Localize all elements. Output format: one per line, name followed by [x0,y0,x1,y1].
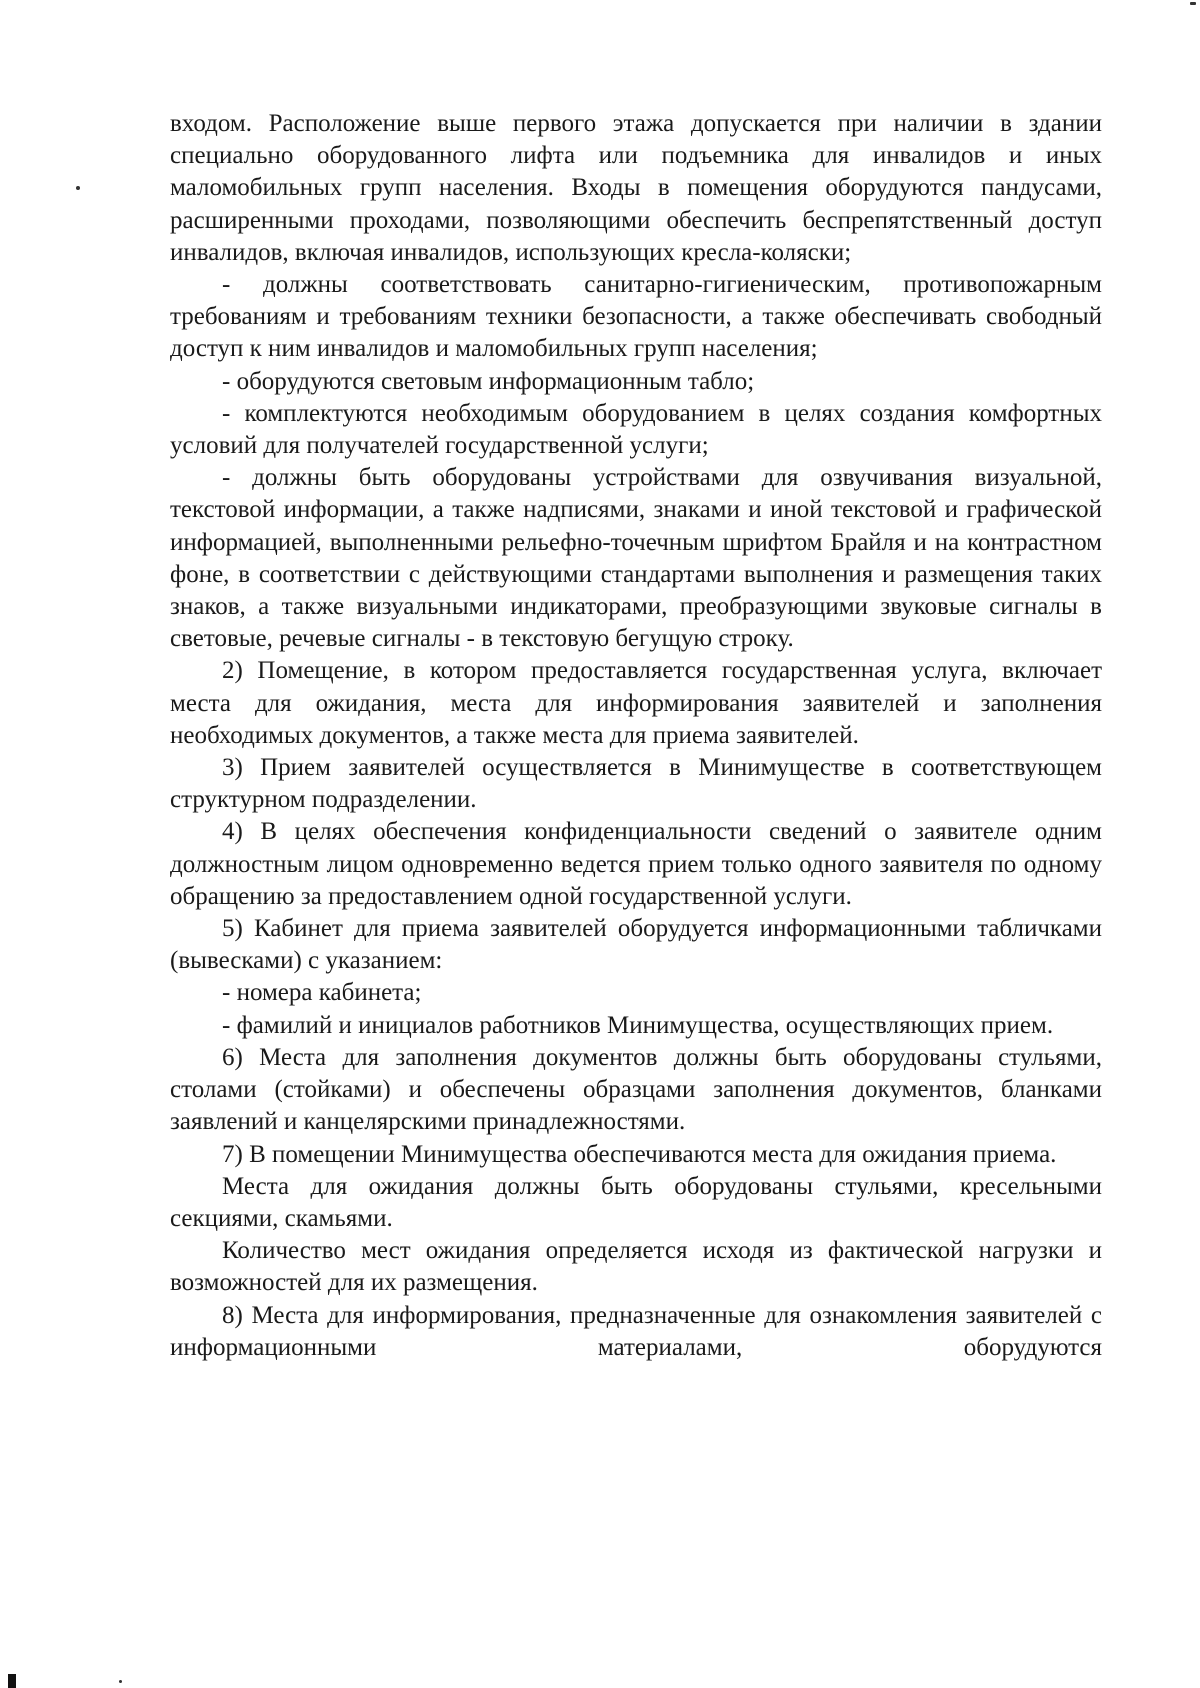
paragraph-staff-names: - фамилий и инициалов работников Минимущества, осуществляющих прием. [222,1011,1054,1039]
scan-speck [1190,2,1196,5]
paragraph-waiting-seats: Места для ожидания должны быть оборудованы стульями, кресельными секциями, скамьями. [170,1172,1102,1232]
paragraph-item-6: 6) Места для заполнения документов должны быть оборудованы стульями, столами (стойками) и обеспечены образцами заполнения документов, бланками заявлений и канцелярскими принадлежностями. [170,1043,1102,1136]
paragraph-sanitary-requirements: - должны соответствовать санитарно-гигиеническим, противопожарным требованиям и требованиям техники безопасности, а также обеспечивать свободный доступ к ним инвалидов и маломобильных групп населения; [170,271,1102,363]
paragraph-item-4: 4) В целях обеспечения конфиденциальности сведений о заявителе одним должностным лицом одновременно ведется прием только одного заявителя по одному обращению за предоставлением одной государственной услуги. [170,818,1102,910]
scan-edge-mark [8,1674,16,1688]
paragraph-item-8: 8) Места для информирования, предназначенные для ознакомления заявителей с информационными материалами, оборудуются [170,1301,1102,1361]
document-body [170,108,1102,1364]
paragraph-accessibility-devices: - должны быть оборудованы устройствами для озвучивания визуальной, текстовой информации, а также надписями, знаками и иной текстовой и графической информацией, выполненными рельефно-точечным шрифтом Брайля и на контрастном фоне, в соответствии с действующими стандартами выполнения и размещения таких знаков, а также визуальными индикаторами, преобразующими звуковые сигналы в световые, речевые сигналы - в текстовую бегущую строку. [170,464,1102,653]
paragraph-item-3: 3) Прием заявителей осуществляется в Минимуществе в соответствующем структурном подразделении. [170,754,1102,814]
paragraph-item-7: 7) В помещении Минимущества обеспечиваются места для ожидания приема. [222,1140,1057,1168]
paragraph-light-board: - оборудуются световым информационным табло; [222,367,755,395]
scan-speck [119,1680,122,1683]
paragraph-room-number: - номера кабинета; [222,979,422,1007]
paragraph-item-2: 2) Помещение, в котором предоставляется государственная услуга, включает места для ожидания, места для информирования заявителей и заполнения необходимых документов, а также места для приема заявителей. [170,657,1102,749]
paragraph-equipment: - комплектуются необходимым оборудованием в целях создания комфортных условий для получателей государственной услуги; [170,399,1102,460]
paragraph-seat-count: Количество мест ожидания определяется исходя из фактической нагрузки и возможностей для их размещения. [170,1237,1102,1297]
scan-speck [76,186,80,190]
paragraph-item-5: 5) Кабинет для приема заявителей оборудуется информационными табличками (вывесками) с указанием: [170,915,1102,975]
paragraph-entrance-continuation: входом. Расположение выше первого этажа допускается при наличии в здании специально оборудованного лифта или подъемника для инвалидов и иных маломобильных групп населения. Входы в помещения оборудуются пандусами, расширенными проходами, позволяющими обеспечить беспрепятственный доступ инвалидов, включая инвалидов, использующих кресла-коляски; [170,110,1102,266]
